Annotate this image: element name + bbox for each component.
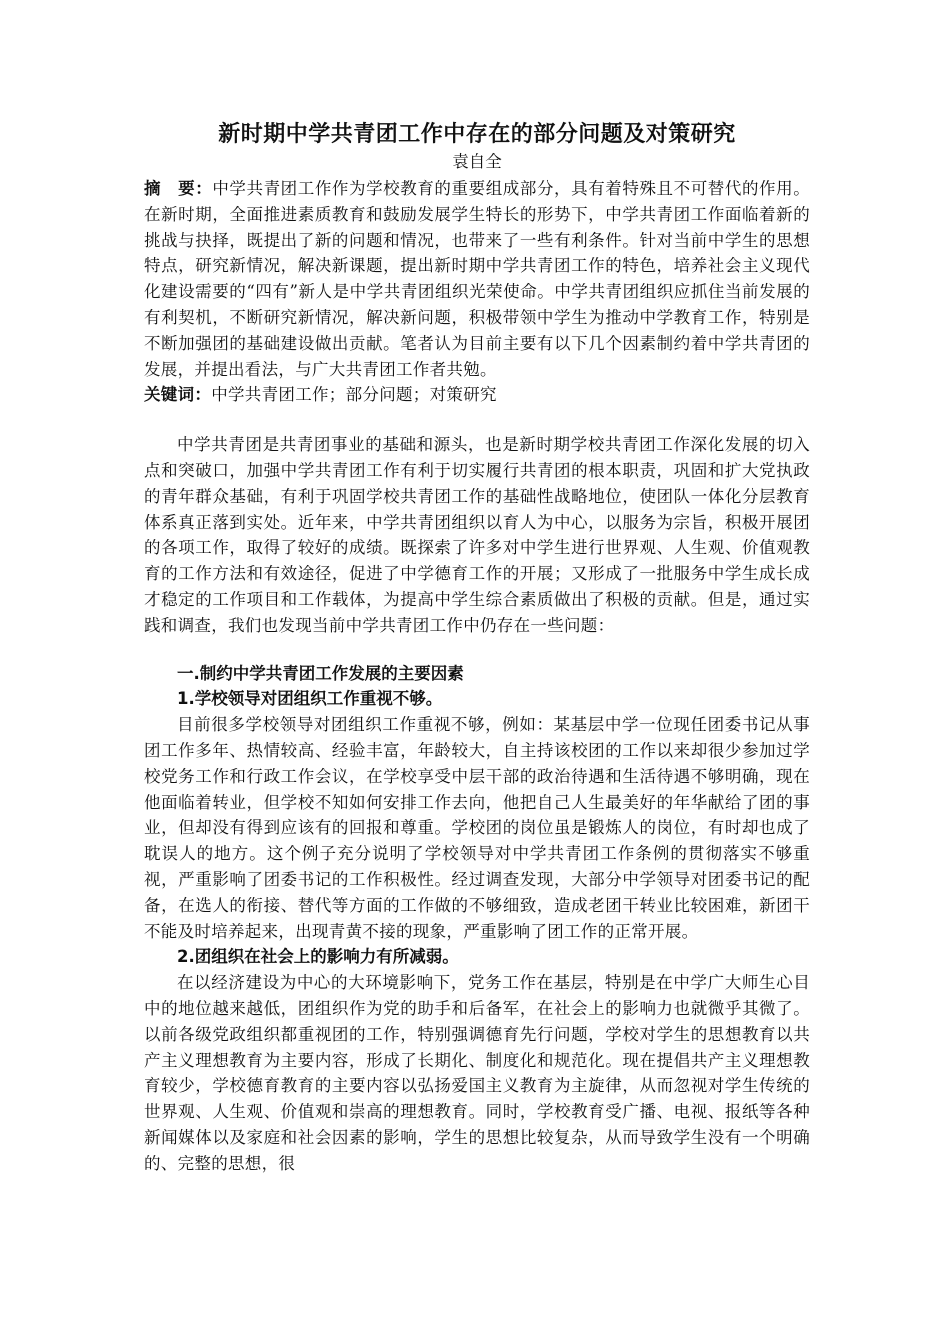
keywords-label: 关键词： [144,385,212,405]
spacer [144,408,810,432]
abstract-text: 中学共青团工作作为学校教育的重要组成部分，具有着特殊且不可替代的作用。在新时期，全面推进素质教育和鼓励发展学生特长的形势下，中学共青团工作面临着新的挑战与抉择，既提出了新的问题和情况，也带来了一些有利条件。针对当前中学生的思想特点，研究新情况，解决新课题，提出新时期中学共青团工作的特色，培养社会主义现代化建设需要的“四有”新人是中学共青团组织光荣使命。中学共青团组织应抓住当前发展的有利契机，不断研究新情况，解决新问题，积极带领中学生为推动中学教育工作，特别是不断加强团的基础建设做出贡献。笔者认为目前主要有以下几个因素制约着中学共青团的发展，并提出看法，与广大共青团工作者共勉。 [144,179,811,379]
subsection-heading-1: 1.学校领导对团组织工作重视不够。 [177,689,443,709]
abstract-label: 摘 要： [144,179,213,198]
keywords-line [144,382,810,408]
spacer [144,639,810,661]
abstract-paragraph [144,176,810,382]
subsection-body-2: 在以经济建设为中心的大环境影响下，党务工作在基层，特别是在中学广大师生心目中的地位越来越低，团组织作为党的助手和后备军，在社会上的影响力也就微乎其微了。以前各级党政组织都重视团的工作，特别强调德育先行问题，学校对学生的思想教育以共产主义理想教育为主要内容，形成了长期化、制度化和规范化。现在提倡共产主义理想教育较少，学校德育教育的主要内容以弘扬爱国主义教育为主旋律，从而忽视对学生传统的世界观、人生观、价值观和崇高的理想教育。同时，学校教育受广播、电视、报纸等各种新闻媒体以及家庭和社会因素的影响，学生的思想比较复杂，从而导致学生没有一个明确的、完整的思想，很 [144,973,810,1173]
author-name: 袁自全 [452,152,502,171]
section-heading: 一.制约中学共青团工作发展的主要因素 [177,663,464,683]
document-page [144,120,810,1176]
document-title: 新时期中学共青团工作中存在的部分问题及对策研究 [218,122,736,147]
keywords-text: 中学共青团工作；部分问题；对策研究 [211,385,497,405]
subsection-heading-2: 2.团组织在社会上的影响力有所减弱。 [177,947,459,967]
subsection-body-1: 目前很多学校领导对团组织工作重视不够，例如：某基层中学一位现任团委书记从事团工作多年、热情较高、经验丰富，年龄较大，自主持该校团的工作以来却很少参加过学校党务工作和行政工作会议，在学校享受中层干部的政治待遇和生活待遇不够明确，现在他面临着转业，但学校不知如何安排工作去向，他把自己人生最美好的年华献给了团的事业，但却没有得到应该有的回报和尊重。学校团的岗位虽是锻炼人的岗位，有时却也成了耽误人的地方。这个例子充分说明了学校领导对中学共青团工作条例的贯彻落实不够重视，严重影响了团委书记的工作积极性。经过调查发现，大部分中学领导对团委书记的配备，在选人的衔接、替代等方面的工作做的不够细致，造成老团干转业比较困难，新团干不能及时培养起来，出现青黄不接的现象，严重影响了团工作的正常开展。 [144,715,810,941]
intro-paragraph: 中学共青团是共青团事业的基础和源头，也是新时期学校共青团工作深化发展的切入点和突破口，加强中学共青团工作有利于切实履行共青团的根本职责，巩固和扩大党执政的青年群众基础，有利于巩固学校共青团工作的基础性战略地位，使团队一体化分层教育体系真正落到实处。近年来，中学共青团组织以育人为中心，以服务为宗旨，积极开展团的各项工作，取得了较好的成绩。既探索了许多对中学生进行世界观、人生观、价值观教育的工作方法和有效途径，促进了中学德育工作的开展；又形成了一批服务中学生成长成才稳定的工作项目和工作载体，为提高中学生综合素质做出了积极的贡献。但是，通过实践和调查，我们也发现当前中学共青团工作中仍存在一些问题： [144,435,810,635]
